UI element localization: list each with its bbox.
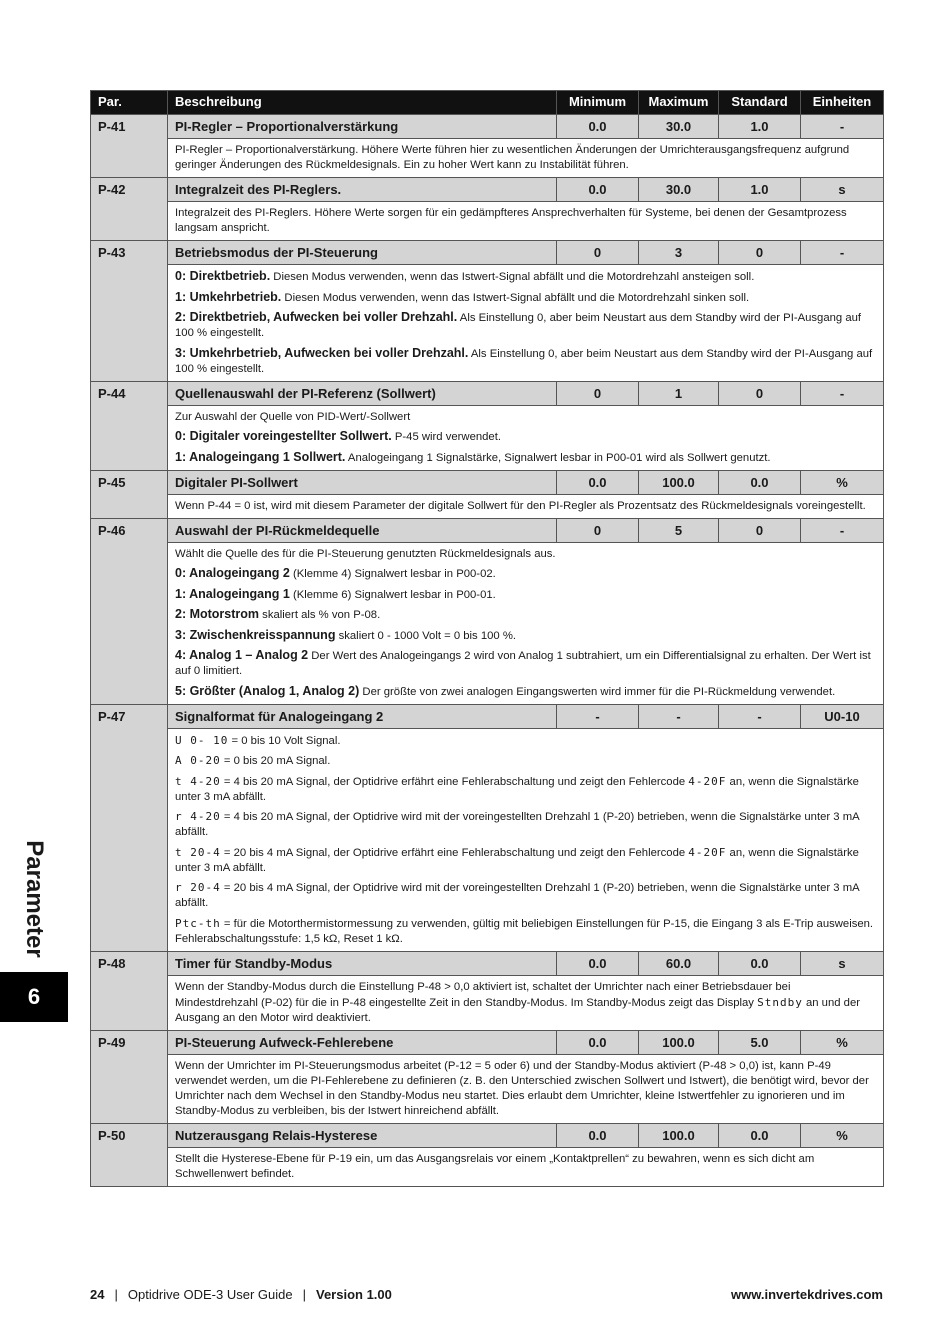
param-maximum: 60.0 xyxy=(639,951,719,975)
option-label: 0: Digitaler voreingestellter Sollwert. xyxy=(175,429,392,443)
param-header-row xyxy=(91,704,884,728)
param-minimum: 0.0 xyxy=(557,178,639,202)
param-minimum: 0.0 xyxy=(557,1123,639,1147)
guide-title: Optidrive ODE-3 User Guide xyxy=(127,1287,293,1302)
description-line xyxy=(175,628,876,644)
param-header-row xyxy=(91,470,884,494)
param-unit: - xyxy=(801,241,884,265)
description-line xyxy=(175,774,876,805)
description-line xyxy=(175,845,876,876)
param-description xyxy=(168,494,884,518)
param-header-row xyxy=(91,951,884,975)
display-code: 4-20F xyxy=(688,774,727,788)
param-maximum: 5 xyxy=(639,518,719,542)
param-description xyxy=(168,139,884,178)
description-text: = 4 bis 20 mA Signal, der Optidrive wird mit der voreingestellten Drehzahl 1 (P-20) betrieben, wenn die Signalstärke unter 3 mA abfällt. xyxy=(175,811,860,838)
display-code: 4-20F xyxy=(688,845,727,859)
description-text: (Klemme 6) Signalwert lesbar in P00-01. xyxy=(289,588,496,601)
param-description xyxy=(168,975,884,1030)
table-header-row xyxy=(91,91,884,115)
param-title: PI-Regler – Proportionalverstärkung xyxy=(168,115,557,139)
description-line xyxy=(175,547,876,562)
param-standard: - xyxy=(719,704,801,728)
description-text: Analogeingang 1 Signalstärke, Signalwert lesbar in P00-01 wird als Sollwert genutzt. xyxy=(345,451,771,464)
description-line xyxy=(175,206,876,236)
description-text: = 0 bis 20 mA Signal. xyxy=(220,755,331,767)
website-link[interactable]: www.invertekdrives.com xyxy=(731,1287,883,1302)
option-label: 5: Größter (Analog 1, Analog 2) xyxy=(175,683,360,698)
description-line xyxy=(175,499,876,514)
param-minimum: 0.0 xyxy=(557,115,639,139)
param-minimum: 0 xyxy=(557,518,639,542)
description-text: = 20 bis 4 mA Signal, der Optidrive wird mit der voreingestellten Drehzahl 1 (P-20) betrieben, wenn die Signalstärke unter 3 mA abfällt. xyxy=(175,882,860,909)
param-minimum: 0.0 xyxy=(557,951,639,975)
param-id: P-50 xyxy=(91,1123,168,1186)
param-id: P-45 xyxy=(91,470,168,518)
param-unit: U0-10 xyxy=(801,704,884,728)
param-title: Digitaler PI-Sollwert xyxy=(168,470,557,494)
param-header-row xyxy=(91,1123,884,1147)
description-text: an, wenn die Signalstärke unter 3 mA abfällt. xyxy=(175,775,859,803)
param-id: P-49 xyxy=(91,1030,168,1123)
version-label: Version 1.00 xyxy=(315,1287,392,1302)
param-header-row xyxy=(91,381,884,405)
description-line xyxy=(175,684,876,700)
param-standard: 0 xyxy=(719,381,801,405)
display-code: t 20-4 xyxy=(175,845,221,859)
description-line xyxy=(175,450,876,466)
header-standard: Standard xyxy=(719,91,801,115)
param-description-row xyxy=(91,202,884,241)
header-beschreibung: Beschreibung xyxy=(168,91,557,115)
param-id: P-41 xyxy=(91,115,168,178)
param-header-row xyxy=(91,518,884,542)
description-text: PI-Regler – Proportionalverstärkung. Höhere Werte führen hier zu wesentlichen Änderungen der Umrichterausgangsfrequenz aufgrund geringer Änderungen des Rückmeldesignals. Ein zu hoher Wert kann zu Instabilität führen. xyxy=(175,144,850,171)
display-code: U 0- 10 xyxy=(175,733,229,747)
option-label: 1: Analogeingang 1 xyxy=(175,586,290,601)
description-text: P-45 wird verwendet. xyxy=(391,431,501,443)
param-id: P-47 xyxy=(91,704,168,951)
param-minimum: - xyxy=(557,704,639,728)
description-text: = 20 bis 4 mA Signal, der Optidrive erfährt eine Fehlerabschaltung und zeigt den Fehlercode xyxy=(220,846,689,859)
param-description-row xyxy=(91,405,884,470)
description-text: Zur Auswahl der Quelle von PID-Wert/-Sollwert xyxy=(175,410,411,423)
param-minimum: 0 xyxy=(557,241,639,265)
param-minimum: 0.0 xyxy=(557,470,639,494)
footer-separator: | xyxy=(114,1287,118,1302)
param-title: Auswahl der PI-Rückmeldequelle xyxy=(168,518,557,542)
option-label: 4: Analog 1 – Analog 2 xyxy=(175,648,309,662)
param-description xyxy=(168,202,884,241)
parameter-table-wrapper xyxy=(90,90,883,1187)
description-text: Der größte von zwei analogen Eingangswerten wird immer für die PI-Rückmeldung verwendet. xyxy=(359,685,836,698)
param-description-row xyxy=(91,975,884,1030)
param-id: P-42 xyxy=(91,178,168,241)
description-text: Wählt die Quelle des für die PI-Steuerung genutzten Rückmeldesignals aus. xyxy=(175,547,556,560)
description-line xyxy=(175,1059,876,1119)
param-id: P-44 xyxy=(91,381,168,470)
description-text: = 0 bis 10 Volt Signal. xyxy=(228,734,341,747)
param-standard: 1.0 xyxy=(719,178,801,202)
param-unit: % xyxy=(801,1030,884,1054)
description-text: Wenn der Umrichter im PI-Steuerungsmodus arbeitet (P-12 = 5 oder 6) und der Standby-Modus aktiviert (P-48 > 0,0) ist, kann P-49 verwendet werden, um die PI-Fehlerebene zu definieren (z. B. den Unterschied zwischen Sollwert und Istwert), die benötigt wird, bevor der Umrichter nach dem Wechsel in den Standby-Modus neu startet. Dies erlaubt dem Umrichter, kleine Istwertfehler zu ignorieren und im Standby-Modus zu verbleiben, bis der Istwert hinreichend abfällt. xyxy=(175,1059,869,1117)
param-standard: 0.0 xyxy=(719,470,801,494)
option-label: 1: Umkehrbetrieb. xyxy=(175,289,282,304)
header-par: Par. xyxy=(91,91,168,115)
param-standard: 0 xyxy=(719,518,801,542)
description-line xyxy=(175,916,876,947)
parameter-table xyxy=(90,90,884,1187)
display-code: Stndby xyxy=(757,995,803,1009)
param-title: Signalformat für Analogeingang 2 xyxy=(168,704,557,728)
param-title: Integralzeit des PI-Reglers. xyxy=(168,178,557,202)
description-line xyxy=(175,429,876,445)
param-maximum: 100.0 xyxy=(639,1030,719,1054)
description-line xyxy=(175,648,876,679)
param-header-row xyxy=(91,178,884,202)
param-unit: s xyxy=(801,951,884,975)
option-label: 0: Analogeingang 2 xyxy=(175,566,290,580)
description-text: an, wenn die Signalstärke unter 3 mA abfällt. xyxy=(175,846,859,874)
param-description-row xyxy=(91,265,884,382)
display-code: r 20-4 xyxy=(175,881,221,894)
display-code: A 0-20 xyxy=(175,754,221,767)
param-unit: - xyxy=(801,115,884,139)
description-text: Der Wert des Analogeingangs 2 wird von Analog 1 subtrahiert, um ein Differentialsignal zu erhalten. Der Wert ist auf 0 limitiert. xyxy=(175,650,871,677)
description-text: skaliert als % von P-08. xyxy=(259,609,381,621)
page-number: 24 xyxy=(90,1287,105,1302)
param-header-row xyxy=(91,1030,884,1054)
option-label: 1: Analogeingang 1 Sollwert. xyxy=(175,449,346,464)
param-description-row xyxy=(91,1147,884,1186)
description-line xyxy=(175,880,876,911)
description-line xyxy=(175,143,876,173)
description-line xyxy=(175,587,876,603)
param-title: PI-Steuerung Aufweck-Fehlerebene xyxy=(168,1030,557,1054)
description-text: Diesen Modus verwenden, wenn das Istwert-Signal abfällt und die Motordrehzahl sinken soll. xyxy=(281,291,750,304)
param-header-row xyxy=(91,115,884,139)
description-line xyxy=(175,310,876,341)
header-einheiten: Einheiten xyxy=(801,91,884,115)
param-description-row xyxy=(91,542,884,704)
param-standard: 5.0 xyxy=(719,1030,801,1054)
description-text: Wenn der Standby-Modus durch die Einstellung P-48 > 0,0 aktiviert ist, schaltet der Umrichter nach einer Betriebsdauer bei Mindestdrehzahl (P-02) für die in P-48 eingestellte Zeit in den Standby-Modus. Im Standby-Modus zeigt das Display xyxy=(175,980,791,1009)
param-description xyxy=(168,1054,884,1123)
param-standard: 1.0 xyxy=(719,115,801,139)
param-id: P-48 xyxy=(91,951,168,1030)
param-minimum: 0 xyxy=(557,381,639,405)
footer-separator: | xyxy=(302,1287,306,1302)
description-text: skaliert 0 - 1000 Volt = 0 bis 100 %. xyxy=(335,629,517,642)
display-code: r 4-20 xyxy=(175,810,221,823)
param-maximum: 100.0 xyxy=(639,470,719,494)
description-line xyxy=(175,269,876,285)
option-label: 3: Umkehrbetrieb, Aufwecken bei voller Drehzahl. xyxy=(175,345,469,360)
param-standard: 0.0 xyxy=(719,1123,801,1147)
param-id: P-43 xyxy=(91,241,168,382)
description-text: Wenn P-44 = 0 ist, wird mit diesem Parameter der digitale Sollwert für den PI-Regler als Prozentsatz des Rückmeldesignals voreingestellt. xyxy=(175,499,866,512)
chapter-label: Parameter xyxy=(21,840,48,958)
option-label: 3: Zwischenkreisspannung xyxy=(175,627,336,642)
param-maximum: 3 xyxy=(639,241,719,265)
display-code: Ptc-th xyxy=(175,916,221,930)
description-line xyxy=(175,346,876,377)
param-unit: % xyxy=(801,470,884,494)
description-line xyxy=(175,809,876,840)
description-text: an und der Ausgang an den Motor wird deaktiviert. xyxy=(175,996,861,1024)
param-unit: s xyxy=(801,178,884,202)
param-id: P-46 xyxy=(91,518,168,704)
param-title: Betriebsmodus der PI-Steuerung xyxy=(168,241,557,265)
chapter-number: 6 xyxy=(0,972,68,1022)
description-text: Als Einstellung 0, aber beim Neustart aus dem Standby wird der PI-Ausgang auf 100 % eingestellt. xyxy=(175,312,862,339)
param-header-row xyxy=(91,241,884,265)
description-text: (Klemme 4) Signalwert lesbar in P00-02. xyxy=(289,568,496,580)
description-text: = 4 bis 20 mA Signal, der Optidrive erfährt eine Fehlerabschaltung und zeigt den Fehlercode xyxy=(220,775,689,788)
description-line xyxy=(175,290,876,306)
description-text: Stellt die Hysterese-Ebene für P-19 ein, um das Ausgangsrelais vor einem „Kontaktprellen“ zu bewahren, wenn es sich dicht am Schwellenwert befindet. xyxy=(175,1152,815,1180)
param-maximum: 100.0 xyxy=(639,1123,719,1147)
description-text: = für die Motorthermistormessung zu verwenden, gültig mit beliebigen Einstellungen für P-15, die Eingang 3 als E-Trip ausweisen. Fehlerabschaltungsstufe: 1,5 kΩ, Reset 1 kΩ. xyxy=(175,917,874,945)
option-label: 2: Direktbetrieb, Aufwecken bei voller Drehzahl. xyxy=(175,310,458,324)
param-maximum: 30.0 xyxy=(639,178,719,202)
description-line xyxy=(175,410,876,425)
header-maximum: Maximum xyxy=(639,91,719,115)
param-description xyxy=(168,405,884,470)
param-description-row xyxy=(91,728,884,951)
param-description xyxy=(168,542,884,704)
param-unit: % xyxy=(801,1123,884,1147)
description-text: Integralzeit des PI-Reglers. Höhere Werte sorgen für ein gedämpfteres Ansprechverhalten für Systeme, bei denen der Gesamtprozess langsam anspricht. xyxy=(175,207,847,234)
description-line xyxy=(175,1152,876,1182)
option-label: 0: Direktbetrieb. xyxy=(175,269,271,283)
param-standard: 0 xyxy=(719,241,801,265)
param-unit: - xyxy=(801,381,884,405)
param-minimum: 0.0 xyxy=(557,1030,639,1054)
option-label: 2: Motorstrom xyxy=(175,607,260,621)
param-maximum: - xyxy=(639,704,719,728)
param-title: Nutzerausgang Relais-Hysterese xyxy=(168,1123,557,1147)
header-minimum: Minimum xyxy=(557,91,639,115)
param-title: Timer für Standby-Modus xyxy=(168,951,557,975)
param-unit: - xyxy=(801,518,884,542)
description-line xyxy=(175,607,876,623)
param-title: Quellenauswahl der PI-Referenz (Sollwert) xyxy=(168,381,557,405)
description-line xyxy=(175,753,876,769)
param-maximum: 30.0 xyxy=(639,115,719,139)
description-text: Diesen Modus verwenden, wenn das Istwert-Signal abfällt und die Motordrehzahl ansteigen soll. xyxy=(270,271,755,283)
description-line xyxy=(175,980,876,1026)
param-description-row xyxy=(91,494,884,518)
param-maximum: 1 xyxy=(639,381,719,405)
param-description xyxy=(168,728,884,951)
description-line xyxy=(175,733,876,749)
param-description-row xyxy=(91,1054,884,1123)
display-code: t 4-20 xyxy=(175,774,221,788)
description-text: Als Einstellung 0, aber beim Neustart aus dem Standby wird der PI-Ausgang auf 100 % eingestellt. xyxy=(175,347,873,375)
description-line xyxy=(175,566,876,582)
param-description xyxy=(168,265,884,382)
param-description-row xyxy=(91,139,884,178)
param-standard: 0.0 xyxy=(719,951,801,975)
param-description xyxy=(168,1147,884,1186)
